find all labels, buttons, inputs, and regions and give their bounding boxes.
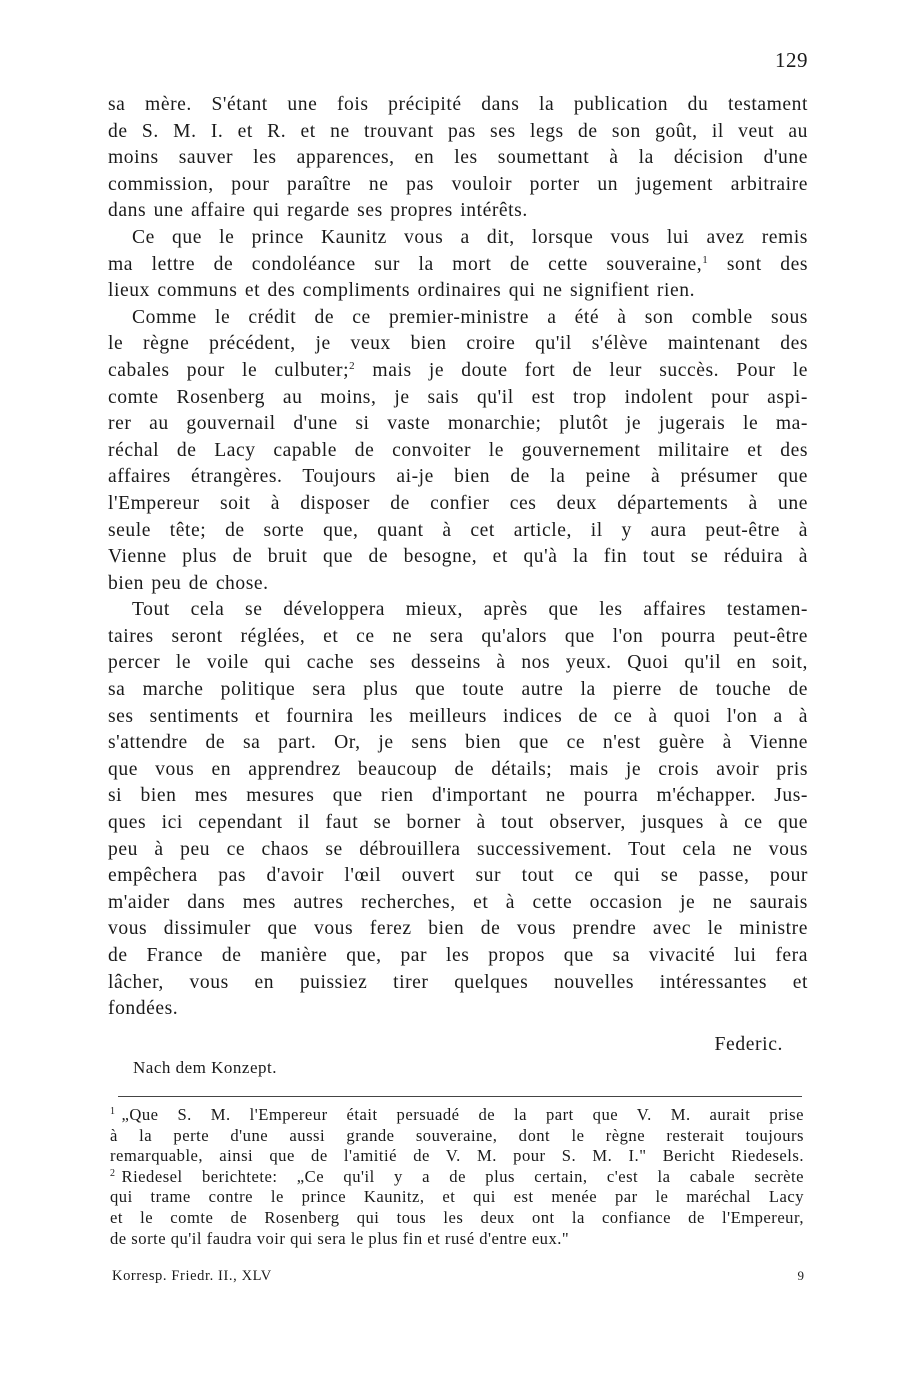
footnote-text: à la perte d'une aussi grande souveraine, dont le règne resterait toujours — [110, 1125, 804, 1145]
text-line — [108, 704, 808, 731]
footnote-text: qui trame contre le prince Kaunitz, et qui est menée par le maréchal Lacy — [110, 1187, 804, 1207]
text-line-content: comte Rosenberg au moins, je sais qu'il est trop indolent pour aspi- — [108, 386, 808, 408]
text-line-content: Comme le crédit de ce premier-ministre a été à son comble sous — [132, 306, 808, 328]
text-line-content: ques ici cependant il faut se borner à tout observer, jusques à ce que — [108, 812, 808, 834]
text-line-content: m'aider dans mes autres recherches, et à cette occasion je ne saurais — [108, 891, 808, 913]
text-line — [108, 650, 808, 677]
text-line-content: lâcher, vous en puissiez tirer quelques nouvelles intéressantes et — [108, 971, 808, 993]
footnote-text: Riedesel berichtete: „Ce qu'il y a de plus certain, c'est la cabale secrète — [121, 1166, 804, 1186]
text-line — [108, 331, 808, 358]
text-line-content: de France de manière que, par les propos que sa vivacité lui fera — [108, 945, 808, 966]
text-line-content: rer au gouvernail d'une si vaste monarchie; plutôt je jugerais le ma- — [108, 413, 808, 435]
text-line — [108, 464, 808, 491]
footnotes — [110, 1105, 804, 1249]
text-line — [108, 278, 808, 305]
text-line-content: seule tête; de sorte que, quant à cet article, il y aura peut-être à — [108, 519, 808, 541]
signature: Federic. — [714, 1034, 783, 1055]
text-line — [108, 996, 808, 1023]
page-number: 129 — [775, 48, 808, 72]
text-line-continuation: sont des — [708, 253, 808, 275]
footnote-line — [110, 1208, 804, 1229]
footnote-line — [110, 1105, 804, 1126]
text-line-content: empêchera pas d'avoir l'œil ouvert sur tout ce qui se passe, pour — [108, 865, 808, 887]
footnote-line — [110, 1146, 804, 1167]
text-line — [108, 916, 808, 943]
text-line-content: dans une affaire qui regarde ses propres intérêts. — [108, 200, 528, 222]
footer-sheet-number: 9 — [797, 1268, 804, 1283]
text-line-content: vous dissimuler que vous ferez bien de vous prendre avec le ministre — [108, 918, 808, 940]
footer-signature-mark: Korresp. Friedr. II., XLV — [112, 1268, 272, 1284]
text-line — [108, 783, 808, 810]
text-line — [108, 92, 808, 119]
footnote-divider — [118, 1096, 802, 1097]
text-line-content: l'Empereur soit à disposer de confier ces deux départements à une — [108, 492, 808, 514]
text-line-content: réchal de Lacy capable de convoiter le gouvernement militaire et des — [108, 439, 808, 461]
text-line — [108, 624, 808, 651]
text-line — [108, 385, 808, 412]
text-line — [108, 970, 808, 997]
text-line — [108, 757, 808, 784]
text-line — [108, 358, 808, 385]
text-line-content: commission, pour paraître ne pas vouloir porter un jugement arbitraire — [108, 173, 808, 195]
text-line — [108, 225, 808, 252]
text-line — [108, 730, 808, 757]
footnote-marker: 2 — [110, 1167, 116, 1179]
footnote-text: et le comte de Rosenberg qui tous les deux ont la confiance de l'Empereur, — [110, 1207, 804, 1227]
text-line-content: de S. M. I. et R. et ne trouvant pas ses legs de son goût, il veut au — [108, 120, 808, 142]
footnote-text: de sorte qu'il faudra voir qui sera le plus fin et rusé d'entre eux." — [110, 1228, 570, 1248]
text-line — [108, 943, 808, 970]
text-line-content: Vienne plus de bruit que de besogne, et qu'à la fin tout se réduira à — [108, 546, 808, 568]
text-line-content: taires seront réglées, et ce ne sera qu'alors que l'on pourra peut-être — [108, 625, 808, 647]
text-line-content: sa mère. S'étant une fois précipité dans la publication du testament — [108, 94, 808, 115]
footnote-line — [110, 1229, 804, 1250]
text-line-content: fondées. — [108, 998, 179, 1020]
text-line — [108, 491, 808, 518]
text-line-content: ma lettre de condoléance sur la mort de cette souveraine, — [108, 253, 703, 275]
letter-body — [108, 92, 808, 1023]
footnote-text: „Que S. M. l'Empereur était persuadé de la part que V. M. aurait prise — [121, 1105, 804, 1124]
text-line — [108, 863, 808, 890]
text-line-content: peu à peu ce chaos se débrouillera successivement. Tout cela ne vous — [108, 838, 808, 860]
footnote-line — [110, 1187, 804, 1208]
footnote-text: remarquable, ainsi que de l'amitié de V. M. pour S. M. I." Bericht Riedesels. — [110, 1146, 804, 1166]
footnote-line — [110, 1126, 804, 1147]
text-line — [108, 544, 808, 571]
text-line — [108, 119, 808, 146]
text-line — [108, 890, 808, 917]
text-line-continuation: mais je doute fort de leur succès. Pour le — [355, 359, 808, 381]
text-line — [108, 411, 808, 438]
text-line-content: sa marche politique sera plus que toute autre la pierre de touche de — [108, 679, 808, 701]
text-line-content: Ce que le prince Kaunitz vous a dit, lorsque vous lui avez remis — [132, 226, 808, 248]
text-line-content: Tout cela se développera mieux, après que les affaires testamen- — [132, 599, 808, 621]
text-line-content: lieux communs et des compliments ordinaires qui ne signifient rien. — [108, 280, 696, 302]
text-line-content: le règne précédent, je veux bien croire qu'il s'élève maintenant des — [108, 333, 808, 355]
footnote-reference: 1 — [702, 253, 709, 266]
text-line-content: moins sauver les apparences, en les soumettant à la décision d'une — [108, 147, 808, 169]
text-line-content: ses sentiments et fournira les meilleurs indices de ce à quoi l'on a à — [108, 705, 808, 727]
footnote-line — [110, 1167, 804, 1188]
text-line — [108, 145, 808, 172]
text-line — [108, 252, 808, 279]
text-line-content: cabales pour le culbuter; — [108, 359, 350, 381]
text-line — [108, 172, 808, 199]
text-line-content: affaires étrangères. Toujours ai-je bien de la peine à présumer que — [108, 466, 808, 488]
text-line-content: que vous en apprendrez beaucoup de détails; mais je crois avoir pris — [108, 758, 808, 780]
text-line — [108, 305, 808, 332]
text-line — [108, 810, 808, 837]
text-line — [108, 597, 808, 624]
footnote-reference: 2 — [349, 359, 356, 372]
text-line — [108, 438, 808, 465]
text-line-content: s'attendre de sa part. Or, je sens bien que ce n'est guère à Vienne — [108, 732, 808, 754]
text-line-content: si bien mes mesures que rien d'important ne pourra m'échapper. Jus- — [108, 785, 808, 807]
text-line — [108, 518, 808, 545]
text-line — [108, 677, 808, 704]
text-line — [108, 837, 808, 864]
footnote-marker: 1 — [110, 1106, 116, 1117]
source-note: Nach dem Konzept. — [133, 1058, 277, 1077]
text-line — [108, 571, 808, 598]
text-line-content: percer le voile qui cache ses desseins à nos yeux. Quoi qu'il en soit, — [108, 652, 808, 674]
text-line — [108, 198, 808, 225]
text-line-content: bien peu de chose. — [108, 572, 269, 594]
